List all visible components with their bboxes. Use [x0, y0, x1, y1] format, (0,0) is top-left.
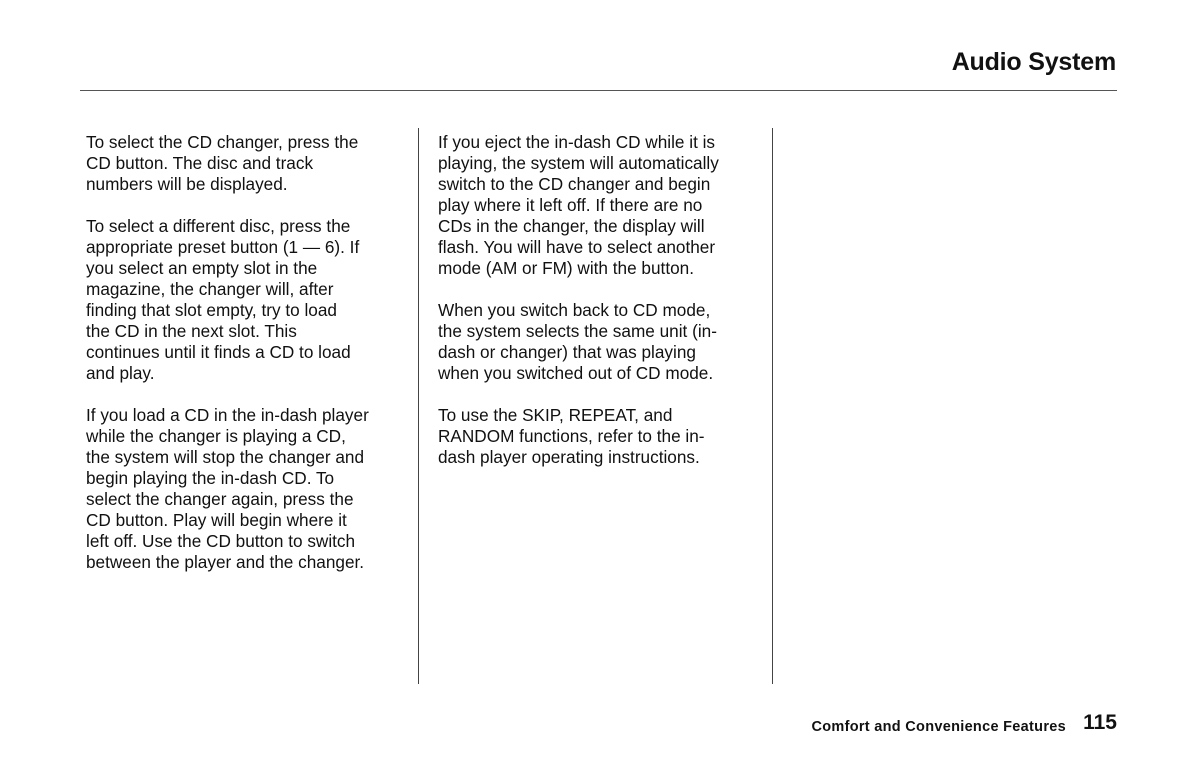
- paragraph-select-disc: To select a different disc, press the appropriate preset button (1 — 6). If you select an empty slot in the magazine, the changer will, after finding that slot empty, try to load the CD in the next slot. This continues until it finds a CD to load and play.: [86, 216, 360, 383]
- left-column: [86, 132, 412, 594]
- page-number: 115: [1083, 711, 1117, 734]
- header-rule: [80, 90, 1117, 91]
- paragraph-select-changer: To select the CD changer, press the CD button. The disc and track numbers will be displayed.: [86, 132, 359, 194]
- middle-column: [438, 132, 766, 489]
- paragraph-load-in-dash: If you load a CD in the in-dash player while the changer is playing a CD, the system will stop the changer and begin playing the in-dash CD. To select the changer again, press the CD button. Play will begin where it left off. Use the CD button to switch between the player and the changer.: [86, 405, 369, 572]
- paragraph-eject-in-dash: If you eject the in-dash CD while it is playing, the system will automatically switch to the CD changer and begin play where it left off. If there are no CDs in the changer, the display will flash. You will have to select another mode (AM or FM) with the button.: [438, 132, 719, 278]
- paragraph-switch-back: When you switch back to CD mode, the system selects the same unit (in- dash or changer) that was playing when you switched out of CD mode.: [438, 300, 717, 383]
- footer-section-title: Comfort and Convenience Features: [811, 719, 1066, 735]
- paragraph-skip-repeat-random: To use the SKIP, REPEAT, and RANDOM functions, refer to the in- dash player operating instructions.: [438, 405, 705, 467]
- column-divider-right: [772, 128, 773, 684]
- column-divider-left: [418, 128, 419, 684]
- page-title: Audio System: [951, 48, 1116, 76]
